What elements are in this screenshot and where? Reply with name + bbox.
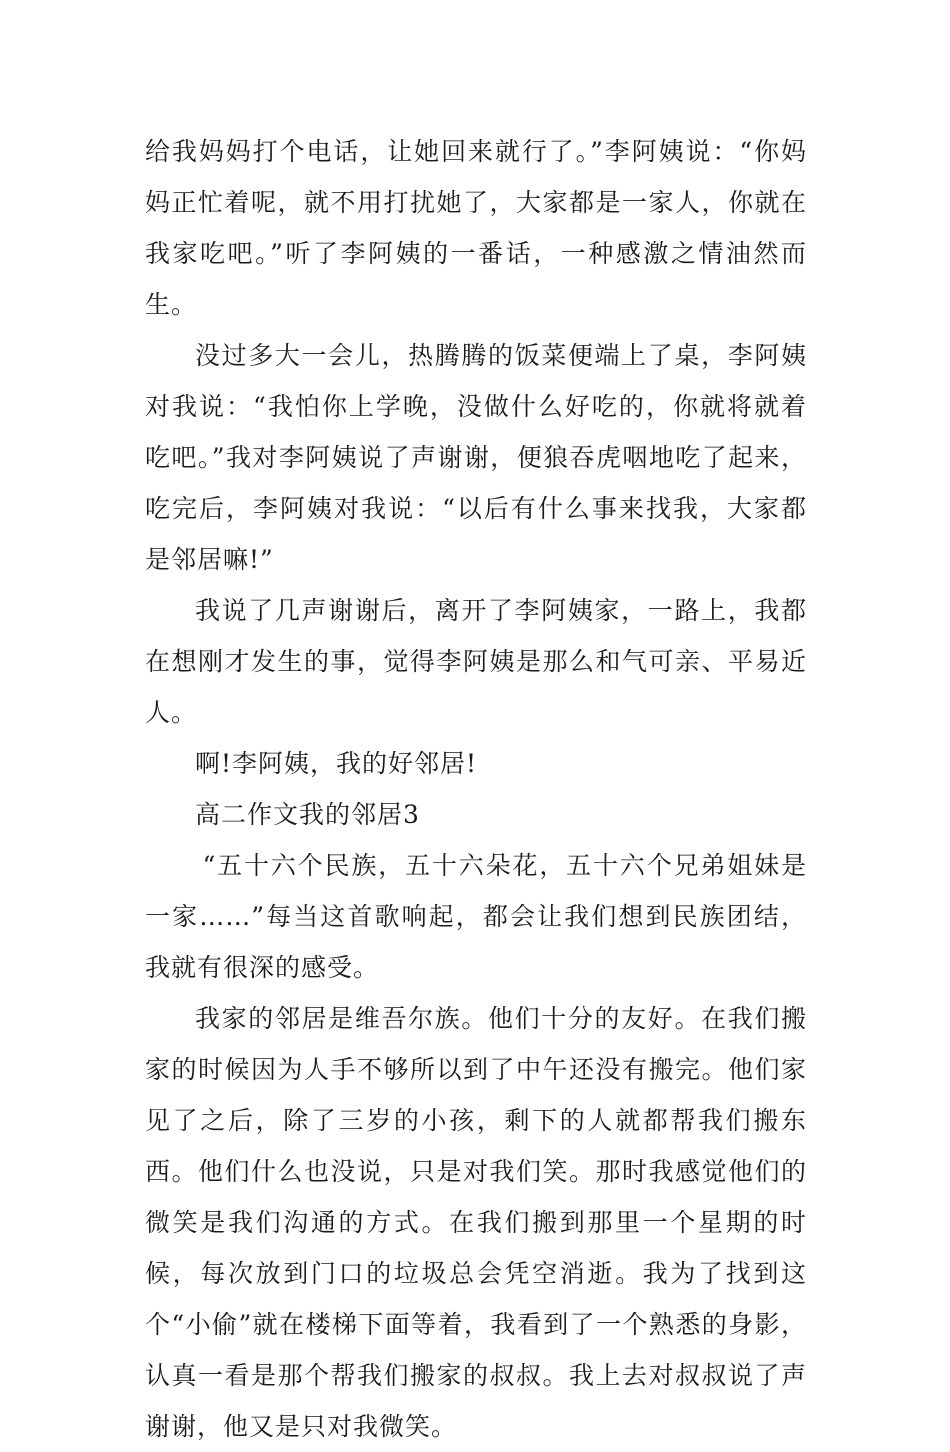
paragraph-continuation: 给我妈妈打个电话，让她回来就行了。”李阿姨说：“你妈妈正忙着呢，就不用打扰她了，大家都是一家人，你就在我家吃吧。”听了李阿姨的一番话，一种感激之情油然而生。 [145,137,807,319]
paragraph-exclamation: 啊!李阿姨，我的好邻居! [195,749,478,778]
essay-title: 高二作文我的邻居3 [195,800,420,829]
essay-body [145,126,807,1452]
paragraph-neighbor: 我家的邻居是维吾尔族。他们十分的友好。在我们搬家的时候因为人手不够所以到了中午还没有搬完。他们家见了之后，除了三岁的小孩，剩下的人就都帮我们搬东西。他们什么也没说，只是对我们笑。那时我感觉他们的微笑是我们沟通的方式。在我们搬到那里一个星期的时候，每次放到门口的垃圾总会凭空消逝。我为了找到这个“小偷”就在楼梯下面等着，我看到了一个熟悉的身影，认真一看是那个帮我们搬家的叔叔。我上去对叔叔说了声谢谢，他又是只对我微笑。 [145,1004,807,1441]
paragraph-leaving: 我说了几声谢谢后，离开了李阿姨家，一路上，我都在想刚才发生的事，觉得李阿姨是那么和气可亲、平易近人。 [145,596,807,727]
paragraph-dinner: 没过多大一会儿，热腾腾的饭菜便端上了桌，李阿姨对我说：“我怕你上学晚，没做什么好吃的，你就将就着吃吧。”我对李阿姨说了声谢谢，便狼吞虎咽地吃了起来，吃完后，李阿姨对我说：“以后有什么事来找我，大家都是邻居嘛!” [145,341,807,574]
paragraph-song-quote: “五十六个民族，五十六朵花，五十六个兄弟姐妹是一家……”每当这首歌响起，都会让我们想到民族团结，我就有很深的感受。 [145,851,807,982]
